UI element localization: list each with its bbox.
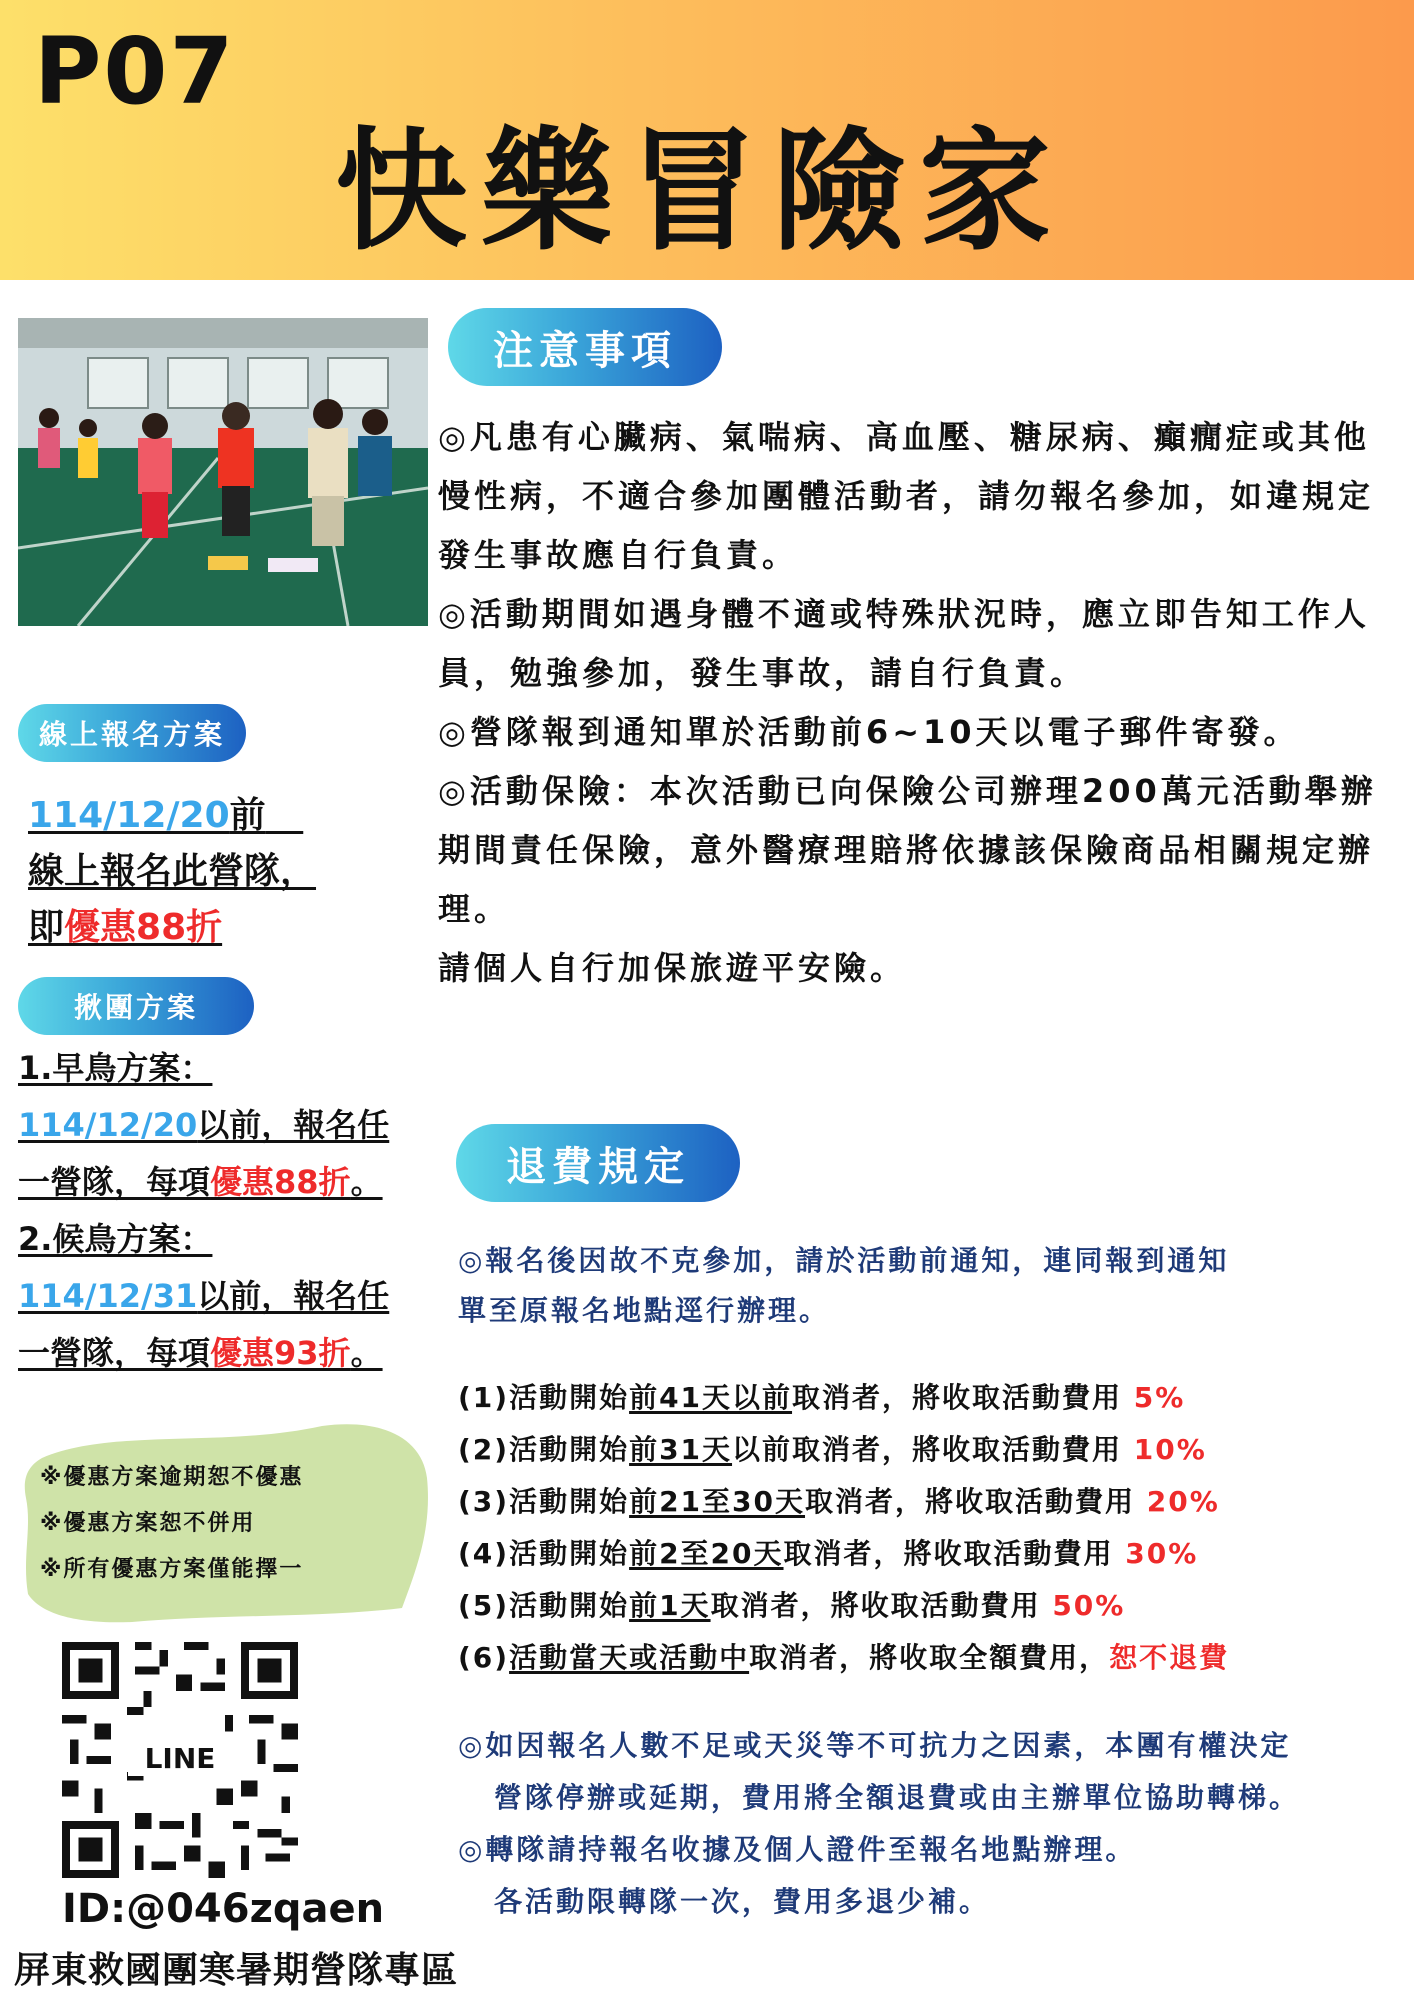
notice-item: 請個人自行加保旅遊平安險。	[438, 949, 907, 987]
discount-note: ※優惠方案恕不併用	[40, 1511, 256, 1536]
qr-line-label: LINE	[128, 1740, 232, 1776]
discount-note: ※優惠方案逾期恕不優惠	[40, 1465, 304, 1490]
discount-note: ※所有優惠方案僅能擇一	[40, 1557, 304, 1582]
refund-row: (3)活動開始前21至30天取消者，將收取活動費用 20%	[458, 1485, 1220, 1518]
header-banner	[0, 0, 1414, 280]
program-code: P07	[34, 18, 236, 125]
activity-photo	[18, 318, 428, 626]
refund-row: (6)活動當天或活動中取消者，將收取全額費用，恕不退費	[458, 1641, 1230, 1674]
refund-row: (2)活動開始前31天以前取消者，將收取活動費用 10%	[458, 1433, 1207, 1466]
refund-row: (5)活動開始前1天取消者，將收取活動費用 50%	[458, 1589, 1126, 1622]
notice-item: ◎凡患有心臟病、氣喘病、高血壓、糖尿病、癲癇症或其他慢性病，不適合參加團體活動者，請勿報名參加，如違規定發生事故應自行負責。	[438, 418, 1375, 574]
notice-heading: 注意事項	[448, 308, 722, 386]
refund-table	[458, 1372, 1358, 1684]
online-plan-text: 114/12/20前 線上報名此營隊， 即優惠88折	[28, 795, 317, 948]
group-plan-text: 1.早鳥方案： 114/12/20以前，報名任 一營隊，每項優惠88折。 2.候鳥方案： 114/12/31以前，報名任 一營隊，每項優惠93折。	[18, 1049, 390, 1372]
refund-heading: 退費規定	[456, 1124, 740, 1202]
notice-item: ◎活動期間如遇身體不適或特殊狀況時，應立即告知工作人員，勉強參加，發生事故，請自行負責。	[438, 595, 1370, 692]
refund-intro: ◎報名後因故不克參加，請於活動前通知，連同報到通知 單至原報名地點逕行辦理。	[458, 1244, 1230, 1327]
line-id: ID:@046zqaen	[62, 1886, 385, 1932]
online-plan-pill: 線上報名方案	[18, 704, 246, 762]
page-title: 快樂冒險家	[335, 115, 1065, 269]
discount-notes	[40, 1455, 303, 1593]
refund-notes: ◎如因報名人數不足或天災等不可抗力之因素，本團有權決定 營隊停辦或延期，費用將全額退費或由主辦單位協助轉梯。 ◎轉隊請持報名收據及個人證件至報名地點辦理。 各活動限轉隊一次，費用多退少補。	[458, 1729, 1301, 1918]
footer-text: 屏東救國團寒暑期營隊專區	[14, 1950, 459, 1991]
notice-text	[438, 408, 1378, 998]
refund-row: (4)活動開始前2至20天取消者，將收取活動費用 30%	[458, 1537, 1199, 1570]
notice-item: ◎活動保險：本次活動已向保險公司辦理200萬元活動舉辦期間責任保險，意外醫療理賠將依據該保險商品相關規定辦理。	[438, 772, 1377, 928]
notice-item: ◎營隊報到通知單於活動前6~10天以電子郵件寄發。	[438, 713, 1300, 751]
refund-row: (1)活動開始前41天以前取消者，將收取活動費用 5%	[458, 1381, 1186, 1414]
group-plan-pill: 揪團方案	[18, 977, 254, 1035]
